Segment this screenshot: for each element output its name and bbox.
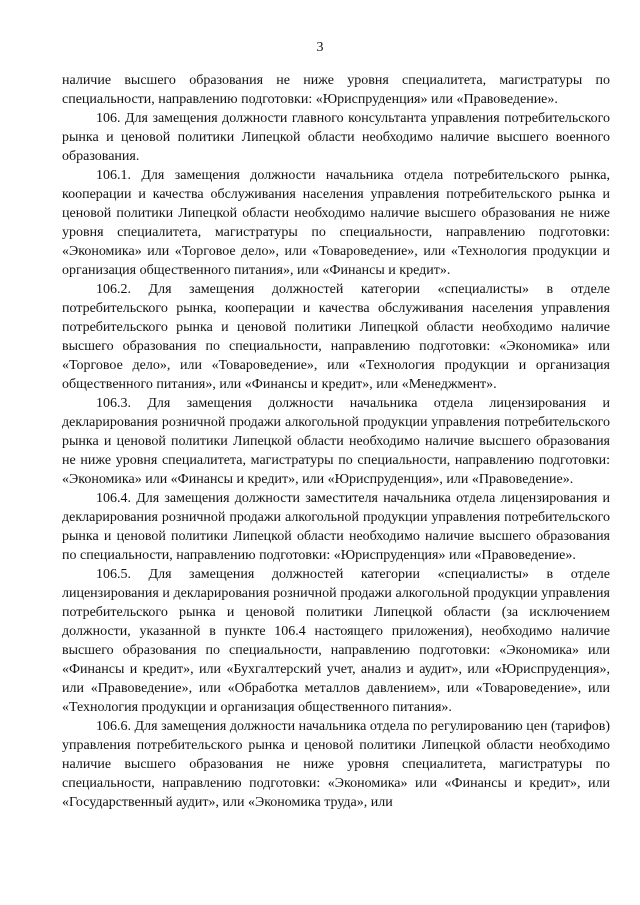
paragraph-106: 106. Для замещения должности главного консультанта управления потребительского рынка и ценовой политики Липецкой области необходимо наличие высшего военного образования. — [62, 111, 610, 164]
paragraph-106-6: 106.6. Для замещения должности начальника отдела по регулированию цен (тарифов) управления потребительского рынка и ценовой политики Липецкой области необходимо наличие высшего образования не ниже уровня специалитета, магистратуры по специальности, направлению подготовки: «Экономика» или «Финансы и кредит», или «Государственный аудит», или «Экономика труда», или — [62, 719, 610, 810]
paragraph-106-5: 106.5. Для замещения должностей категории «специалисты» в отделе лицензирования и декларирования розничной продажи алкогольной продукции управления потребительского рынка и ценовой политики Липецкой области (за исключением должности, указанной в пункте 106.4 настоящего приложения), необходимо наличие высшего образования по специальности, направлению подготовки: «Экономика» или «Финансы и кредит», или «Бухгалтерский учет, анализ и аудит», или «Юриспруденция», или «Правоведение», или «Обработка металлов давлением», или «Товароведение», или «Технология продукции и организация общественного питания». — [62, 567, 610, 715]
paragraph-106-1: 106.1. Для замещения должности начальника отдела потребительского рынка, кооперации и качества обслуживания населения управления потребительского рынка и ценовой политики Липецкой области необходимо наличие высшего образования не ниже уровня специалитета, магистратуры по специальности, направлению подготовки: «Экономика» или «Торговое дело», или «Товароведение», или «Технология продукции и организация общественного питания», или «Финансы и кредит». — [62, 168, 610, 278]
page-number: 3 — [316, 40, 324, 55]
paragraph-continuation: наличие высшего образования не ниже уровня специалитета, магистратуры по специальности, направлению подготовки: «Юриспруденция» или «Правоведение». — [62, 73, 610, 107]
paragraph-106-2: 106.2. Для замещения должностей категории «специалисты» в отделе потребительского рынка, кооперации и качества обслуживания населения управления потребительского рынка и ценовой политики Липецкой области необходимо наличие высшего образования по специальности, направлению подготовки: «Экономика» или «Торговое дело», или «Товароведение», или «Технология продукции и организация общественного питания», или «Финансы и кредит», или «Менеджмент». — [62, 282, 610, 392]
paragraph-106-3: 106.3. Для замещения должности начальника отдела лицензирования и декларирования розничной продажи алкогольной продукции управления потребительского рынка и ценовой политики Липецкой области необходимо наличие высшего образования не ниже уровня специалитета, магистратуры по специальности, направлению подготовки: «Экономика» или «Финансы и кредит», или «Юриспруденция», или «Правоведение». — [62, 396, 610, 487]
paragraph-106-4: 106.4. Для замещения должности заместителя начальника отдела лицензирования и декларирования розничной продажи алкогольной продукции управления потребительского рынка и ценовой политики Липецкой области необходимо наличие высшего образования по специальности, направлению подготовки: «Юриспруденция» или «Правоведение». — [62, 491, 610, 563]
document-body — [62, 71, 610, 812]
